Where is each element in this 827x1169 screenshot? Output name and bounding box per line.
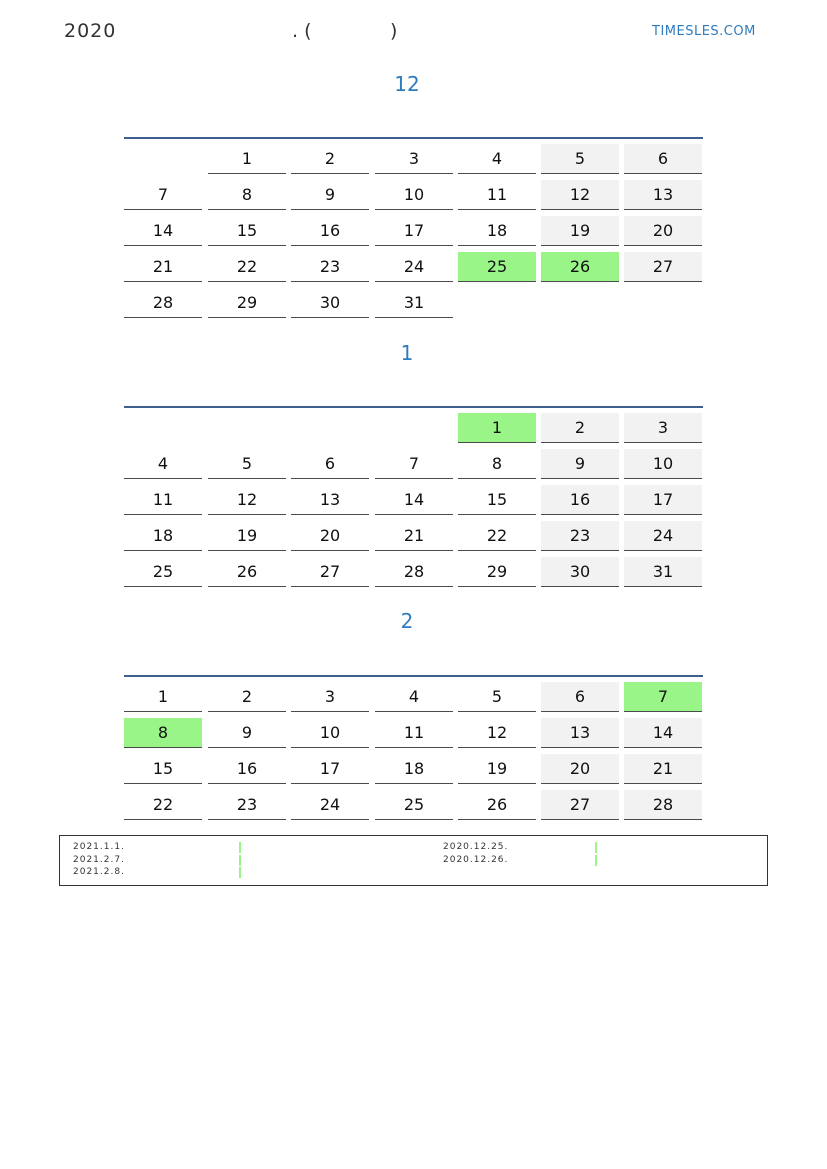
day-cell: 26 [458,790,536,820]
day-cell: 31 [624,557,702,587]
day-cell: 15 [458,485,536,515]
day-cell: 10 [375,180,453,210]
day-cell: 18 [124,521,202,551]
holiday-marker [239,867,241,878]
day-cell: 28 [375,557,453,587]
day-cell: 21 [624,754,702,784]
day-cell: 22 [458,521,536,551]
day-cell: 26 [208,557,286,587]
day-cell: 8 [458,449,536,479]
day-cell: 19 [458,754,536,784]
day-cell: 2 [208,682,286,712]
month-title: 2 [400,609,414,633]
day-cell: 26 [541,252,619,282]
day-cell: 30 [541,557,619,587]
day-cell: 20 [624,216,702,246]
day-cell: 28 [124,288,202,318]
day-cell: 13 [541,718,619,748]
holiday-marker [239,842,241,853]
day-cell: 30 [291,288,369,318]
holiday-marker [595,842,597,853]
day-cell: 20 [291,521,369,551]
day-cell: 4 [375,682,453,712]
day-cell: 5 [208,449,286,479]
day-cell: 15 [124,754,202,784]
day-cell: 9 [541,449,619,479]
day-cell: 15 [208,216,286,246]
day-cell: 1 [208,144,286,174]
day-cell: 10 [624,449,702,479]
day-cell: 28 [624,790,702,820]
header-year: 2020 [64,20,117,42]
legend-date: 2021.2.7. [73,854,125,865]
day-cell: 8 [208,180,286,210]
day-cell: 10 [291,718,369,748]
day-cell: 4 [458,144,536,174]
day-cell: 8 [124,718,202,748]
day-cell: 24 [624,521,702,551]
day-cell: 23 [208,790,286,820]
day-cell: 4 [124,449,202,479]
day-cell: 21 [124,252,202,282]
day-cell: 27 [624,252,702,282]
day-cell: 13 [291,485,369,515]
day-cell: 19 [541,216,619,246]
day-cell: 13 [624,180,702,210]
day-cell: 11 [458,180,536,210]
day-cell: 16 [541,485,619,515]
legend-date: 2021.1.1. [73,842,125,852]
site-link[interactable]: TIMESLES.COM [652,24,756,39]
holiday-legend [59,835,768,886]
day-cell: 3 [375,144,453,174]
day-cell: 22 [124,790,202,820]
day-cell: 3 [291,682,369,712]
day-cell: 24 [375,252,453,282]
day-cell: 17 [624,485,702,515]
day-cell: 24 [291,790,369,820]
day-cell: 12 [208,485,286,515]
day-cell: 21 [375,521,453,551]
day-cell: 11 [124,485,202,515]
day-cell: 16 [291,216,369,246]
day-cell: 1 [458,413,536,443]
day-cell: 7 [624,682,702,712]
month-rule [124,137,703,139]
day-cell: 23 [291,252,369,282]
month-title: 12 [394,72,420,96]
holiday-marker [595,855,597,866]
day-cell: 7 [124,180,202,210]
day-cell: 18 [458,216,536,246]
legend-date: 2021.2.8. [73,867,125,877]
header-subtitle: . ( ) [292,20,398,42]
day-cell: 16 [208,754,286,784]
day-cell: 3 [624,413,702,443]
day-cell: 12 [458,718,536,748]
day-cell: 1 [124,682,202,712]
day-cell: 27 [291,557,369,587]
day-cell: 29 [208,288,286,318]
day-cell: 22 [208,252,286,282]
day-cell: 17 [291,754,369,784]
day-cell: 25 [375,790,453,820]
day-cell: 14 [375,485,453,515]
day-cell: 19 [208,521,286,551]
day-cell: 6 [541,682,619,712]
day-cell: 5 [541,144,619,174]
holiday-marker [239,855,241,866]
day-cell: 14 [624,718,702,748]
month-rule [124,406,703,408]
day-cell: 27 [541,790,619,820]
day-cell: 9 [208,718,286,748]
legend-date: 2020.12.26. [443,854,509,865]
month-rule [124,675,703,677]
legend-date: 2020.12.25. [443,842,509,852]
day-cell: 9 [291,180,369,210]
day-cell: 12 [541,180,619,210]
day-cell: 18 [375,754,453,784]
day-cell: 23 [541,521,619,551]
day-cell: 29 [458,557,536,587]
day-cell: 14 [124,216,202,246]
day-cell: 5 [458,682,536,712]
day-cell: 25 [124,557,202,587]
day-cell: 17 [375,216,453,246]
day-cell: 11 [375,718,453,748]
day-cell: 2 [291,144,369,174]
day-cell: 2 [541,413,619,443]
day-cell: 25 [458,252,536,282]
day-cell: 20 [541,754,619,784]
day-cell: 31 [375,288,453,318]
month-title: 1 [400,341,414,365]
day-cell: 7 [375,449,453,479]
day-cell: 6 [291,449,369,479]
day-cell: 6 [624,144,702,174]
